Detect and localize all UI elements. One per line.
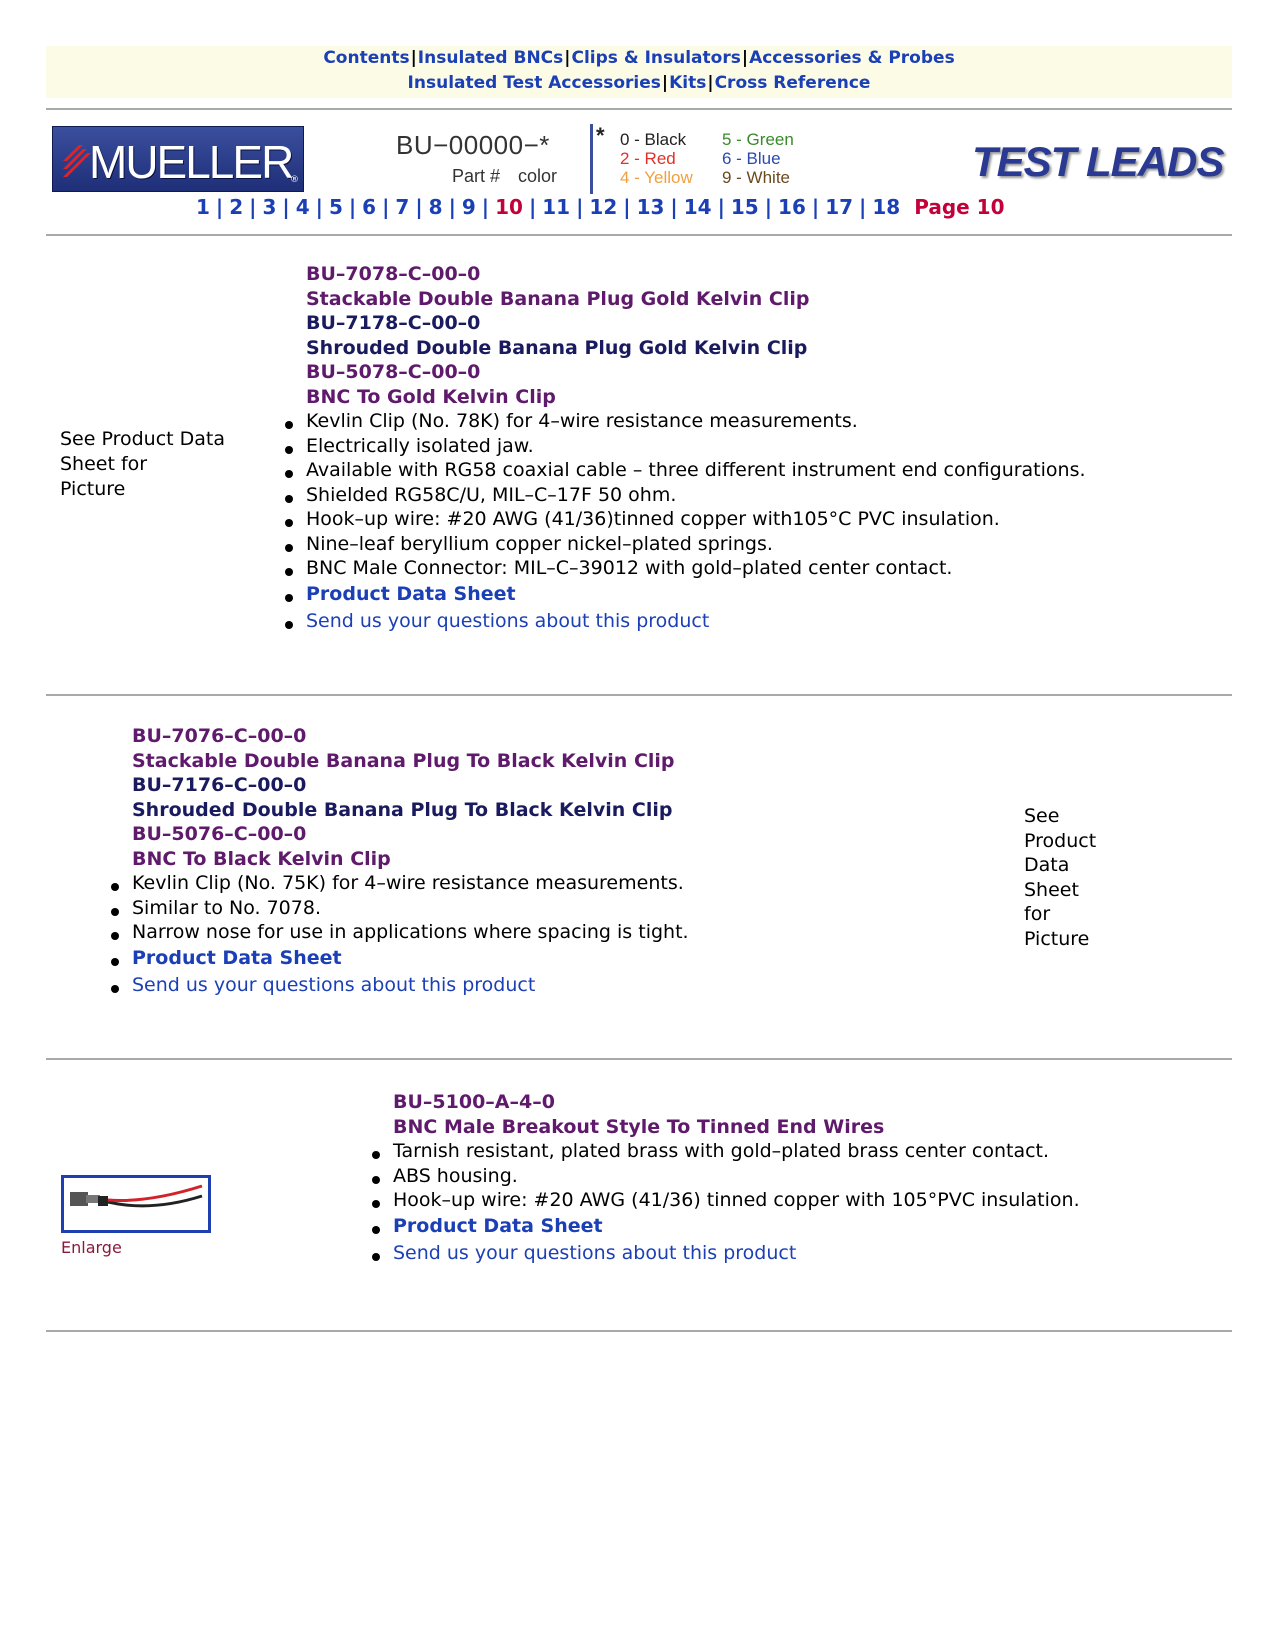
legend-item: 9 - White <box>722 168 791 187</box>
product-part-number: BU–7076–C–00–0 <box>132 725 307 747</box>
page-link-15[interactable]: 15 <box>730 195 759 219</box>
feature-item: Similar to No. 7078. <box>132 896 689 921</box>
logo-text: MUELLER <box>89 136 293 188</box>
divider <box>46 1330 1232 1332</box>
page-separator: | <box>315 195 323 219</box>
product-name: BNC To Gold Kelvin Clip <box>306 385 556 408</box>
product-name: Shrouded Double Banana Plug Gold Kelvin Clip <box>306 336 808 359</box>
page-separator: | <box>415 195 423 219</box>
legend-column-1 <box>620 130 693 187</box>
page-link-2[interactable]: 2 <box>229 195 244 219</box>
feature-item: Nine–leaf beryllium copper nickel–plated springs. <box>306 532 1086 557</box>
current-page-label: Page 10 <box>914 195 1005 219</box>
page-link-8[interactable]: 8 <box>428 195 443 219</box>
product-name: Shrouded Double Banana Plug To Black Kelvin Clip <box>132 798 673 821</box>
product-name: Stackable Double Banana Plug Gold Kelvin Clip <box>306 287 810 310</box>
product-block <box>132 724 689 998</box>
page-link-4[interactable]: 4 <box>295 195 310 219</box>
page-link-7[interactable]: 7 <box>395 195 410 219</box>
legend-item: 0 - Black <box>620 130 687 149</box>
page-separator: | <box>481 195 490 219</box>
feature-item: Narrow nose for use in applications where spacing is tight. <box>132 921 689 943</box>
page-link-13[interactable]: 13 <box>636 195 665 219</box>
page-title: TEST LEADS <box>972 138 1224 185</box>
page-navigation <box>196 195 1005 219</box>
picture-note: See Product Data Sheet for Picture <box>1024 805 1097 950</box>
top-nav-row-2 <box>46 71 1232 96</box>
page-separator: | <box>859 195 867 219</box>
part-label: Part # <box>452 166 501 186</box>
nav-separator: | <box>741 48 749 68</box>
nav-link-accessories-probes[interactable]: Accessories & Probes <box>749 48 955 68</box>
feature-item: Kevlin Clip (No. 75K) for 4–wire resistance measurements. <box>132 871 689 896</box>
legend-item: 6 - Blue <box>722 149 781 168</box>
product-features <box>132 871 689 998</box>
legend-divider <box>590 124 593 194</box>
nav-link-cross-reference[interactable]: Cross Reference <box>714 73 871 93</box>
feature-item: ABS housing. <box>393 1164 1080 1189</box>
top-navigation <box>46 46 1232 98</box>
nav-separator: | <box>661 73 669 93</box>
enlarge-link[interactable]: Enlarge <box>61 1238 122 1257</box>
page-link-14[interactable]: 14 <box>683 195 712 219</box>
feature-item: Tarnish resistant, plated brass with gold–plated brass center contact. <box>393 1139 1080 1164</box>
page-separator: | <box>382 195 390 219</box>
legend-star: * <box>596 123 605 148</box>
nav-link-insulated-bncs[interactable]: Insulated BNCs <box>417 48 564 68</box>
page-link-10[interactable]: 10 <box>495 195 523 219</box>
page-link-9[interactable]: 9 <box>461 195 476 219</box>
send-questions-link[interactable]: Send us your questions about this product <box>132 973 689 998</box>
page-separator: | <box>717 195 725 219</box>
product-data-sheet-link[interactable]: Product Data Sheet <box>393 1214 1080 1239</box>
nav-link-insulated-test-accessories[interactable]: Insulated Test Accessories <box>407 73 661 93</box>
product-part-number: BU–5076–C–00–0 <box>132 823 307 845</box>
page-separator: | <box>249 195 257 219</box>
page-separator: | <box>348 195 357 219</box>
divider <box>46 1058 1232 1060</box>
page-link-12[interactable]: 12 <box>589 195 618 219</box>
page-separator: | <box>282 195 290 219</box>
page-link-17[interactable]: 17 <box>825 195 854 219</box>
product-name: Stackable Double Banana Plug To Black Kelvin Clip <box>132 749 675 772</box>
legend-column-2 <box>722 130 794 187</box>
divider <box>46 694 1232 696</box>
product-name: BNC Male Breakout Style To Tinned End Wires <box>393 1115 885 1138</box>
feature-item: Shielded RG58C/U, MIL–C–17F 50 ohm. <box>306 483 1086 508</box>
product-part-number: BU–5078–C–00–0 <box>306 361 481 383</box>
legend-item: 2 - Red <box>620 149 676 168</box>
part-code-labels <box>452 166 557 187</box>
page-link-6[interactable]: 6 <box>362 195 377 219</box>
page-separator: | <box>528 195 537 219</box>
product-thumbnail[interactable] <box>61 1175 211 1233</box>
product-data-sheet-link[interactable]: Product Data Sheet <box>306 582 1086 607</box>
product-titles <box>393 1090 1080 1139</box>
send-questions-link[interactable]: Send us your questions about this product <box>306 609 1086 634</box>
picture-note: See Product Data Sheet for Picture <box>60 428 226 500</box>
product-part-number: BU–7176–C–00–0 <box>132 774 307 796</box>
product-features <box>393 1139 1080 1266</box>
page-link-3[interactable]: 3 <box>262 195 277 219</box>
page-separator: | <box>215 195 224 219</box>
part-number-format <box>396 130 558 186</box>
mueller-logo <box>52 126 304 192</box>
page-link-5[interactable]: 5 <box>328 195 343 219</box>
page-link-18[interactable]: 18 <box>872 195 901 219</box>
product-data-sheet-link[interactable]: Product Data Sheet <box>132 946 689 971</box>
feature-item: Kevlin Clip (No. 78K) for 4–wire resistance measurements. <box>306 409 1086 434</box>
page-link-11[interactable]: 11 <box>542 195 571 219</box>
page-separator: | <box>811 195 820 219</box>
feature-item: Available with RG58 coaxial cable – three different instrument end configurations. <box>306 459 1086 481</box>
page-separator: | <box>576 195 584 219</box>
product-part-number: BU–7078–C–00–0 <box>306 263 481 285</box>
registered-mark: ® <box>290 175 299 185</box>
product-part-number: BU–7178–C–00–0 <box>306 312 481 334</box>
page-separator: | <box>448 195 456 219</box>
nav-link-clips-insulators[interactable]: Clips & Insulators <box>571 48 741 68</box>
product-block <box>306 262 1086 634</box>
feature-item: BNC Male Connector: MIL–C–39012 with gold–plated center contact. <box>306 556 1086 581</box>
product-part-number: BU–5100–A–4–0 <box>393 1091 555 1113</box>
nav-link-kits[interactable]: Kits <box>669 73 707 93</box>
product-titles <box>306 262 1086 409</box>
product-features <box>306 409 1086 634</box>
legend-item: 4 - Yellow <box>620 168 693 187</box>
part-code: BU−00000−* <box>396 130 550 160</box>
color-label: color <box>518 166 558 186</box>
nav-separator: | <box>564 48 571 68</box>
cable-image-icon <box>64 1178 208 1230</box>
page-link-16[interactable]: 16 <box>778 195 806 219</box>
product-titles <box>132 724 689 871</box>
feature-item: Electrically isolated jaw. <box>306 434 1086 459</box>
page-separator: | <box>623 195 631 219</box>
page-separator: | <box>764 195 773 219</box>
divider <box>46 234 1232 236</box>
product-name: BNC To Black Kelvin Clip <box>132 847 391 870</box>
legend-item: 5 - Green <box>722 130 794 149</box>
feature-item: Hook–up wire: #20 AWG (41/36) tinned copper with 105°PVC insulation. <box>393 1189 1080 1211</box>
send-questions-link[interactable]: Send us your questions about this product <box>393 1241 1080 1266</box>
divider <box>46 108 1232 110</box>
top-nav-row-1 <box>46 46 1232 71</box>
nav-separator: | <box>707 73 714 93</box>
page-link-1[interactable]: 1 <box>196 195 210 219</box>
page-separator: | <box>670 195 678 219</box>
feature-item: Hook–up wire: #20 AWG (41/36)tinned copper with105°C PVC insulation. <box>306 507 1086 532</box>
nav-link-contents[interactable]: Contents <box>323 48 410 68</box>
nav-separator: | <box>410 48 417 68</box>
product-block <box>393 1090 1080 1266</box>
